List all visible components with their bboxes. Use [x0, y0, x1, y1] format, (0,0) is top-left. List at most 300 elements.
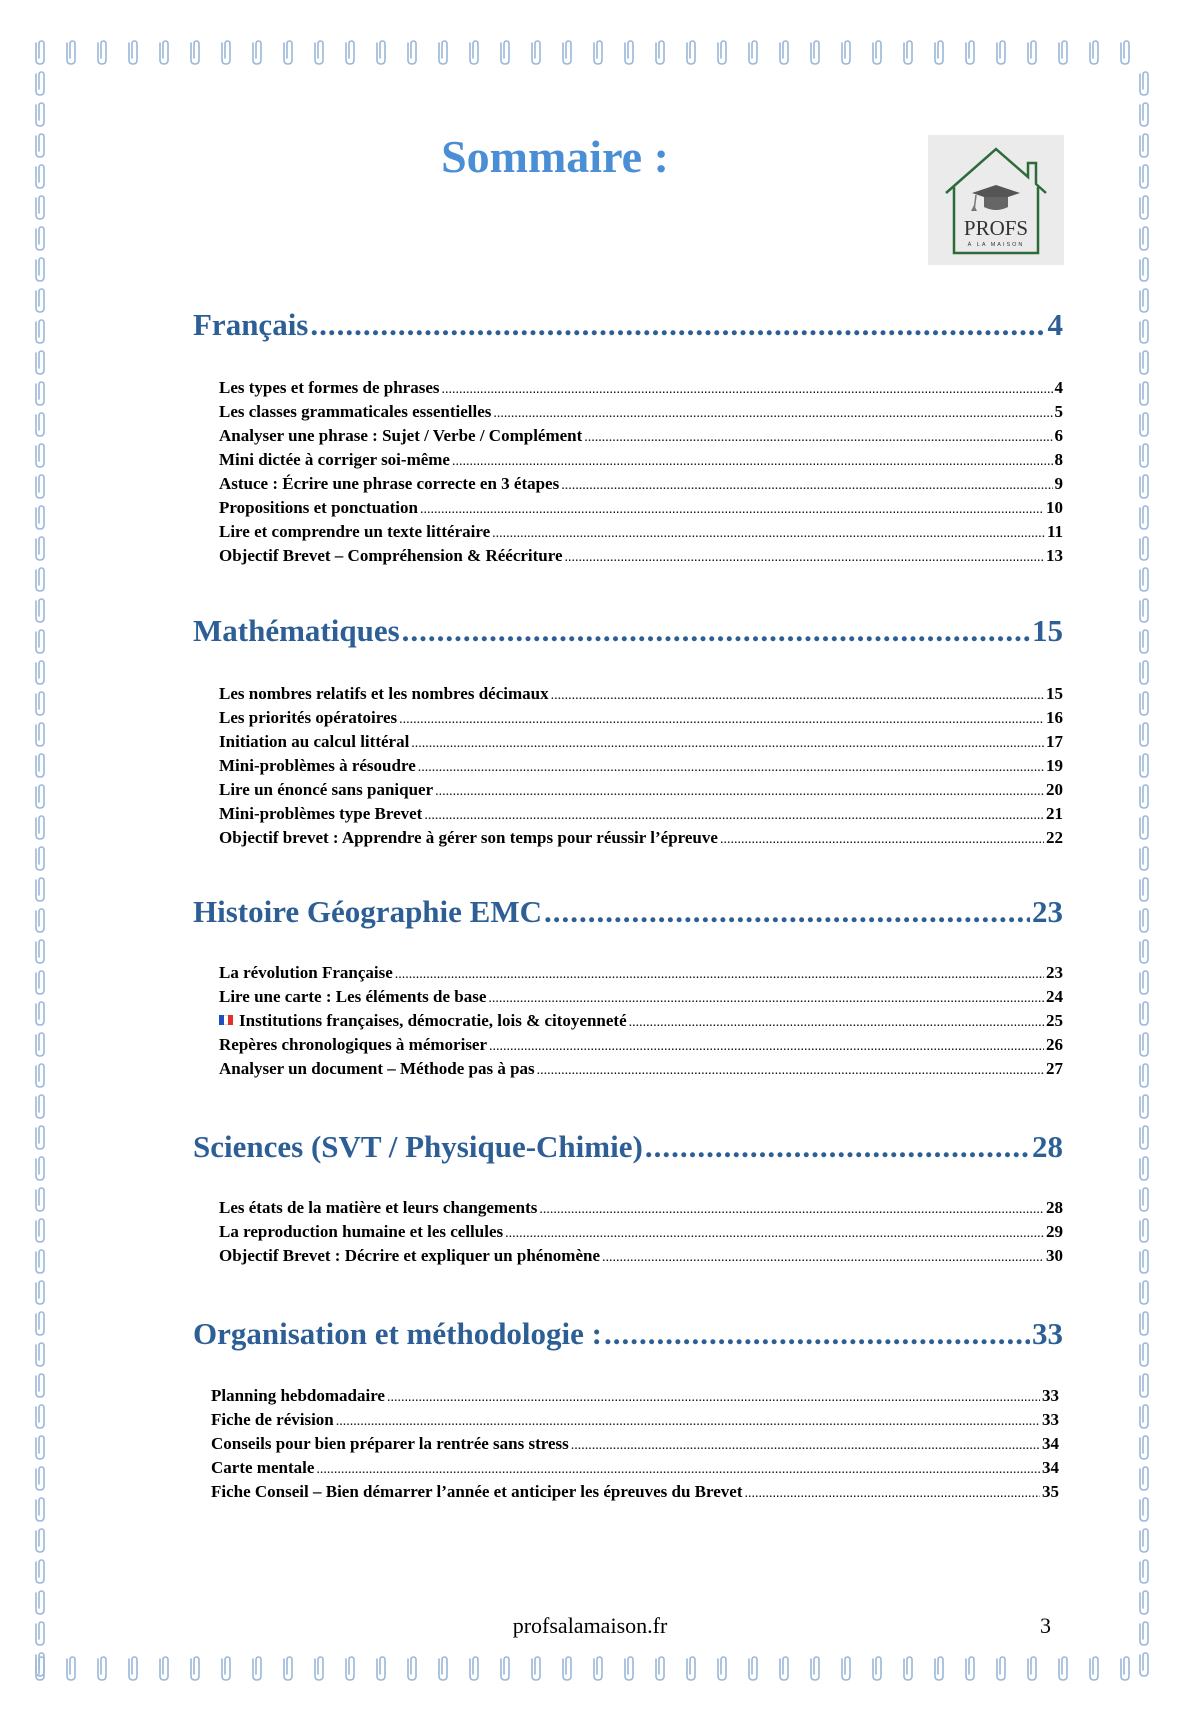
- paperclip-icon: [284, 1657, 292, 1680]
- paperclip-icon: [1140, 475, 1148, 498]
- paperclip-icon: [1140, 413, 1148, 436]
- section-page: 4: [1047, 307, 1063, 342]
- paperclip-icon: [811, 1657, 819, 1680]
- paperclip-icon: [1140, 1529, 1148, 1552]
- paperclip-icon: [36, 134, 44, 157]
- toc-entry[interactable]: [219, 804, 1063, 828]
- paperclip-icon: [36, 1560, 44, 1583]
- paperclip-icon: [36, 444, 44, 467]
- paperclip-icon: [36, 661, 44, 684]
- toc-entry-label: Initiation au calcul littéral: [219, 732, 410, 751]
- toc-list-sciences: [219, 1198, 1063, 1270]
- toc-entry-page: 29: [1046, 1222, 1063, 1241]
- toc-entry-page: 5: [1054, 402, 1063, 421]
- paperclip-icon: [1140, 72, 1148, 95]
- paperclip-icon: [1140, 1188, 1148, 1211]
- footer-page-number: 3: [1040, 1613, 1051, 1638]
- toc-entry-page: 30: [1046, 1246, 1063, 1265]
- paperclip-icon: [67, 41, 75, 64]
- paperclip-icon: [67, 1657, 75, 1680]
- dot-leader: [418, 760, 1044, 776]
- toc-entry[interactable]: [219, 546, 1063, 570]
- paperclip-icon: [1140, 537, 1148, 560]
- paperclip-icon: [191, 41, 199, 64]
- paperclip-icon: [129, 41, 137, 64]
- toc-entry-page: 28: [1046, 1198, 1063, 1217]
- paperclip-icon: [36, 940, 44, 963]
- paperclip-icon: [1028, 41, 1036, 64]
- toc-entry-page: 27: [1046, 1059, 1063, 1078]
- paperclip-icon: [1140, 1033, 1148, 1056]
- paperclip-icon: [966, 1657, 974, 1680]
- toc-entry-label: Conseils pour bien préparer la rentrée sans stress: [211, 1434, 569, 1453]
- paperclip-icon: [1140, 1219, 1148, 1242]
- paperclip-icon: [1140, 909, 1148, 932]
- toc-entry-page: 22: [1046, 828, 1063, 847]
- toc-list-francais: [219, 378, 1063, 570]
- toc-entry-page: 34: [1042, 1434, 1059, 1453]
- toc-entry-label: Objectif Brevet – Compréhension & Réécriture: [219, 546, 563, 565]
- paperclip-icon: [1140, 1560, 1148, 1583]
- paperclip-icon: [997, 41, 1005, 64]
- toc-entry-page: 33: [1042, 1410, 1059, 1429]
- paperclip-icon: [1140, 134, 1148, 157]
- paperclip-icon: [36, 1002, 44, 1025]
- paperclip-icon: [1140, 227, 1148, 250]
- toc-entry[interactable]: [211, 1386, 1059, 1410]
- toc-entry[interactable]: [219, 378, 1063, 402]
- paperclip-icon: [36, 103, 44, 126]
- section-heading-organisation[interactable]: [193, 1316, 1063, 1352]
- toc-entry-label: Objectif Brevet : Décrire et expliquer un phénomène: [219, 1246, 601, 1265]
- toc-list-organisation: [211, 1386, 1059, 1506]
- dot-leader: [489, 1039, 1044, 1055]
- toc-entry-page: 24: [1046, 987, 1063, 1006]
- dot-leader: [720, 832, 1044, 848]
- toc-entry-page: 11: [1046, 522, 1063, 541]
- paperclip-icon: [780, 41, 788, 64]
- paperclip-icon: [935, 41, 943, 64]
- footer-website: profsalamaison.fr: [512, 1613, 668, 1638]
- paperclip-icon: [36, 1405, 44, 1428]
- paperclip-icon: [36, 599, 44, 622]
- toc-entry-label: Lire et comprendre un texte littéraire: [219, 522, 491, 541]
- toc-entry-page: 17: [1046, 732, 1063, 751]
- paperclip-icon: [1140, 506, 1148, 529]
- paperclip-icon: [36, 1436, 44, 1459]
- paperclip-icon: [253, 1657, 261, 1680]
- paperclip-icon: [687, 1657, 695, 1680]
- paperclip-icon: [36, 1591, 44, 1614]
- toc-entry[interactable]: [219, 756, 1063, 780]
- paperclip-icon: [36, 878, 44, 901]
- paperclip-icon: [1140, 1095, 1148, 1118]
- paperclip-icon: [36, 1095, 44, 1118]
- toc-entry-page: 15: [1046, 684, 1063, 703]
- paperclip-icon: [1140, 1591, 1148, 1614]
- paperclip-icon: [1140, 165, 1148, 188]
- paperclip-icon: [36, 1157, 44, 1180]
- toc-entry-label: Mini dictée à corriger soi-même: [219, 450, 450, 469]
- dot-leader: [442, 382, 1053, 398]
- section-heading-sciences[interactable]: [193, 1129, 1063, 1165]
- paperclip-icon: [842, 1657, 850, 1680]
- paperclip-icon: [1140, 1467, 1148, 1490]
- paperclip-icon: [253, 41, 261, 64]
- section-heading-mathematiques[interactable]: [193, 613, 1063, 649]
- toc-entry[interactable]: [219, 450, 1063, 474]
- toc-entry-page: 35: [1042, 1482, 1059, 1501]
- paperclip-icon: [1140, 785, 1148, 808]
- paperclip-icon: [1140, 1312, 1148, 1335]
- paperclip-icon: [1140, 940, 1148, 963]
- toc-entry-page: 10: [1046, 498, 1063, 517]
- dot-leader: [584, 430, 1052, 446]
- paperclip-icon: [904, 1657, 912, 1680]
- section-page: 33: [1032, 1316, 1063, 1351]
- dot-leader: [493, 406, 1052, 422]
- dot-leader: [537, 1063, 1044, 1079]
- paperclip-icon: [842, 41, 850, 64]
- paperclip-icon: [1140, 351, 1148, 374]
- paperclip-icon: [36, 847, 44, 870]
- dot-leader: [402, 613, 1030, 649]
- paperclip-icon: [36, 971, 44, 994]
- section-title: Français: [193, 307, 309, 342]
- dot-leader: [629, 1015, 1044, 1031]
- toc-entry[interactable]: [211, 1434, 1059, 1458]
- paperclip-icon: [315, 1657, 323, 1680]
- paperclip-icon: [811, 41, 819, 64]
- paperclip-icon: [1140, 103, 1148, 126]
- dot-leader: [571, 1438, 1040, 1454]
- section-title: Organisation et méthodologie :: [193, 1316, 602, 1351]
- toc-entry-page: 20: [1046, 780, 1063, 799]
- paperclip-icon: [749, 1657, 757, 1680]
- paperclip-icon: [718, 1657, 726, 1680]
- paperclip-icon: [36, 1281, 44, 1304]
- paperclip-icon: [222, 1657, 230, 1680]
- dot-leader: [745, 1486, 1041, 1502]
- paperclip-icon: [1140, 1343, 1148, 1366]
- paperclip-icon: [1140, 444, 1148, 467]
- logo-text-main: PROFS: [963, 216, 1029, 240]
- logo-text-sub: À LA MAISON: [967, 242, 1025, 248]
- paperclip-icon: [36, 1250, 44, 1273]
- toc-entry-page: 19: [1046, 756, 1063, 775]
- paperclip-icon: [470, 1657, 478, 1680]
- toc-entry-label: Les priorités opératoires: [219, 708, 398, 727]
- paperclip-icon: [36, 1529, 44, 1552]
- toc-entry[interactable]: [219, 1059, 1063, 1083]
- paperclip-icon: [1140, 971, 1148, 994]
- paperclip-icon: [36, 506, 44, 529]
- paperclip-icon: [36, 413, 44, 436]
- paperclip-icon: [36, 351, 44, 374]
- toc-entry-page: 9: [1054, 474, 1063, 493]
- paperclip-icon: [1140, 661, 1148, 684]
- dot-leader: [395, 967, 1044, 983]
- dot-leader: [387, 1390, 1040, 1406]
- paperclip-icon: [36, 537, 44, 560]
- paperclip-icon: [36, 1657, 44, 1680]
- toc-entry[interactable]: [219, 732, 1063, 756]
- toc-entry[interactable]: [219, 1198, 1063, 1222]
- dot-leader: [561, 478, 1052, 494]
- paperclip-icon: [36, 1622, 44, 1645]
- paperclip-icon: [36, 630, 44, 653]
- toc-entry[interactable]: [219, 987, 1063, 1011]
- paperclip-icon: [1140, 878, 1148, 901]
- paperclip-icon: [594, 1657, 602, 1680]
- paperclip-icon: [1121, 41, 1129, 64]
- paperclip-icon: [36, 1188, 44, 1211]
- paperclip-icon: [222, 41, 230, 64]
- toc-entry[interactable]: [211, 1458, 1059, 1482]
- paperclip-icon: [1140, 1622, 1148, 1645]
- toc-entry-page: 13: [1046, 546, 1063, 565]
- toc-entry-label: Mini-problèmes type Brevet: [219, 804, 423, 823]
- dot-leader: [645, 1129, 1030, 1165]
- paperclip-icon: [1140, 692, 1148, 715]
- paperclip-icon: [1140, 1498, 1148, 1521]
- paperclip-icon: [284, 41, 292, 64]
- paperclip-icon: [625, 41, 633, 64]
- toc-entry[interactable]: [219, 498, 1063, 522]
- paperclip-icon: [36, 196, 44, 219]
- toc-entry-page: 4: [1054, 378, 1063, 397]
- dot-leader: [452, 454, 1053, 470]
- paperclip-icon: [1140, 754, 1148, 777]
- paperclip-icon: [1140, 723, 1148, 746]
- paperclip-icon: [1140, 1281, 1148, 1304]
- toc-entry[interactable]: [219, 708, 1063, 732]
- paperclip-icon: [1140, 289, 1148, 312]
- toc-entry-label-with-flag: [219, 1011, 627, 1031]
- section-title: Mathématiques: [193, 613, 400, 648]
- toc-entry[interactable]: [219, 522, 1063, 546]
- paperclip-icon: [36, 289, 44, 312]
- page-title: Sommaire :: [441, 131, 669, 182]
- paperclip-icon: [408, 41, 416, 64]
- toc-entry-label: Carte mentale: [211, 1458, 315, 1477]
- paperclip-icon: [1140, 1157, 1148, 1180]
- paperclip-icon: [36, 1374, 44, 1397]
- toc-entry-label: Les états de la matière et leurs changements: [219, 1198, 538, 1217]
- paperclip-icon: [36, 816, 44, 839]
- paperclip-icon: [656, 41, 664, 64]
- section-heading-histoire-geographie[interactable]: [193, 894, 1063, 930]
- dot-leader: [539, 1202, 1044, 1218]
- toc-entry-label: Les classes grammaticales essentielles: [219, 402, 492, 421]
- toc-entry-label: La révolution Française: [219, 963, 393, 982]
- toc-entry-label: Lire une carte : Les éléments de base: [219, 987, 487, 1006]
- paperclip-icon: [1140, 382, 1148, 405]
- paperclip-icon: [36, 1312, 44, 1335]
- paperclip-icon: [1140, 196, 1148, 219]
- paperclip-icon: [36, 1653, 44, 1676]
- toc-entry-label: Objectif brevet : Apprendre à gérer son temps pour réussir l’épreuve: [219, 828, 718, 847]
- paperclip-icon: [1140, 320, 1148, 343]
- toc-entry-page: 16: [1046, 708, 1063, 727]
- paperclip-icon: [501, 41, 509, 64]
- dot-leader: [505, 1226, 1044, 1242]
- paperclip-icon: [1090, 41, 1098, 64]
- paperclip-icon: [1140, 816, 1148, 839]
- profs-a-la-maison-logo: [928, 135, 1064, 265]
- paperclip-icon: [1090, 1657, 1098, 1680]
- paperclip-icon: [594, 41, 602, 64]
- paperclip-icon: [36, 227, 44, 250]
- paperclip-icon: [346, 41, 354, 64]
- paperclip-icon: [997, 1657, 1005, 1680]
- toc-entry[interactable]: [219, 1246, 1063, 1270]
- toc-entry[interactable]: [219, 1222, 1063, 1246]
- toc-list-mathematiques: [219, 684, 1063, 852]
- dot-leader: [435, 784, 1044, 800]
- paperclip-icon: [532, 1657, 540, 1680]
- paperclip-icon: [563, 41, 571, 64]
- toc-entry-label: Fiche Conseil – Bien démarrer l’année et anticiper les épreuves du Brevet: [211, 1482, 743, 1501]
- dot-leader: [424, 808, 1044, 824]
- toc-entry-label: La reproduction humaine et les cellules: [219, 1222, 504, 1241]
- paperclip-icon: [1140, 599, 1148, 622]
- section-page: 28: [1032, 1129, 1063, 1164]
- dot-leader: [399, 712, 1044, 728]
- toc-list-histoire-geographie: [219, 963, 1063, 1083]
- paperclip-icon: [160, 1657, 168, 1680]
- paperclip-icon: [1140, 1064, 1148, 1087]
- paperclip-icon: [1140, 568, 1148, 591]
- paperclip-icon: [1140, 1126, 1148, 1149]
- dot-leader: [488, 991, 1044, 1007]
- section-heading-francais[interactable]: [193, 307, 1063, 343]
- toc-entry-label: Mini-problèmes à résoudre: [219, 756, 416, 775]
- paperclip-icon: [191, 1657, 199, 1680]
- toc-entry[interactable]: [219, 402, 1063, 426]
- paperclip-icon: [36, 1343, 44, 1366]
- paperclip-icon: [36, 1033, 44, 1056]
- french-flag-icon: [219, 1015, 233, 1025]
- dot-leader: [551, 688, 1044, 704]
- toc-entry-label: Fiche de révision: [211, 1410, 334, 1429]
- paperclip-icon: [1140, 1436, 1148, 1459]
- toc-entry[interactable]: [211, 1482, 1059, 1506]
- paperclip-icon: [36, 909, 44, 932]
- toc-entry-page: 6: [1054, 426, 1063, 445]
- paperclip-icon: [966, 41, 974, 64]
- paperclip-icon: [780, 1657, 788, 1680]
- paperclip-icon: [1059, 1657, 1067, 1680]
- toc-entry-label: Astuce : Écrire une phrase correcte en 3 étapes: [219, 474, 560, 493]
- dot-leader: [336, 1414, 1040, 1430]
- toc-entry[interactable]: [219, 426, 1063, 450]
- dot-leader: [544, 894, 1030, 930]
- paperclip-icon: [315, 41, 323, 64]
- toc-entry-label: Lire un énoncé sans paniquer: [219, 780, 434, 799]
- dot-leader: [602, 1250, 1044, 1266]
- paperclip-icon: [718, 41, 726, 64]
- paperclip-icon: [1140, 1250, 1148, 1273]
- paperclip-icon: [470, 41, 478, 64]
- dot-leader: [310, 307, 1045, 343]
- toc-entry-page: 8: [1054, 450, 1063, 469]
- toc-entry-label: Propositions et ponctuation: [219, 498, 418, 517]
- paperclip-icon: [98, 1657, 106, 1680]
- paperclip-icon: [36, 1467, 44, 1490]
- toc-entry-label: Planning hebdomadaire: [211, 1386, 385, 1405]
- paperclip-icon: [377, 41, 385, 64]
- dot-leader: [565, 550, 1044, 566]
- dot-leader: [604, 1316, 1030, 1352]
- toc-entry-label: Repères chronologiques à mémoriser: [219, 1035, 488, 1054]
- paperclip-icon: [36, 754, 44, 777]
- paperclip-icon: [656, 1657, 664, 1680]
- paperclip-icon: [439, 1657, 447, 1680]
- dot-leader: [316, 1462, 1040, 1478]
- toc-entry-page: 33: [1042, 1386, 1059, 1405]
- paperclip-icon: [36, 1126, 44, 1149]
- toc-entry-page: 26: [1046, 1035, 1063, 1054]
- paperclip-icon: [129, 1657, 137, 1680]
- toc-entry[interactable]: [219, 963, 1063, 987]
- paperclip-icon: [501, 1657, 509, 1680]
- toc-entry-label: Institutions françaises, démocratie, lois & citoyenneté: [239, 1011, 627, 1030]
- toc-entry-page: 21: [1046, 804, 1063, 823]
- paperclip-icon: [408, 1657, 416, 1680]
- paperclip-icon: [36, 165, 44, 188]
- toc-entry[interactable]: [219, 684, 1063, 708]
- toc-entry[interactable]: [219, 828, 1063, 852]
- paperclip-icon: [36, 1498, 44, 1521]
- paperclip-icon: [873, 41, 881, 64]
- paperclip-icon: [36, 258, 44, 281]
- toc-entry[interactable]: [211, 1410, 1059, 1434]
- paperclip-icon: [532, 41, 540, 64]
- dot-leader: [420, 502, 1044, 518]
- paperclip-icon: [1140, 847, 1148, 870]
- paperclip-icon: [1140, 630, 1148, 653]
- paperclip-icon: [36, 1219, 44, 1242]
- paperclip-icon: [1140, 258, 1148, 281]
- paperclip-icon: [563, 1657, 571, 1680]
- paperclip-icon: [749, 41, 757, 64]
- paperclip-icon: [36, 382, 44, 405]
- paperclip-icon: [377, 1657, 385, 1680]
- toc-entry-page: 23: [1046, 963, 1063, 982]
- toc-entry[interactable]: [219, 780, 1063, 804]
- paperclip-icon: [904, 41, 912, 64]
- toc-entry[interactable]: [219, 1035, 1063, 1059]
- paperclip-icon: [36, 72, 44, 95]
- paperclip-icon: [346, 1657, 354, 1680]
- paperclip-icon: [873, 1657, 881, 1680]
- toc-entry[interactable]: [219, 1011, 1063, 1035]
- paperclip-icon: [36, 723, 44, 746]
- toc-entry[interactable]: [219, 474, 1063, 498]
- paperclip-icon: [36, 1064, 44, 1087]
- paperclip-icon: [36, 568, 44, 591]
- paperclip-icon: [935, 1657, 943, 1680]
- paperclip-icon: [160, 41, 168, 64]
- section-page: 15: [1032, 613, 1063, 648]
- section-title: Histoire Géographie EMC: [193, 894, 542, 929]
- dot-leader: [492, 526, 1045, 542]
- paperclip-icon: [1059, 41, 1067, 64]
- paperclip-icon: [1140, 1653, 1148, 1676]
- section-page: 23: [1032, 894, 1063, 929]
- paperclip-icon: [36, 475, 44, 498]
